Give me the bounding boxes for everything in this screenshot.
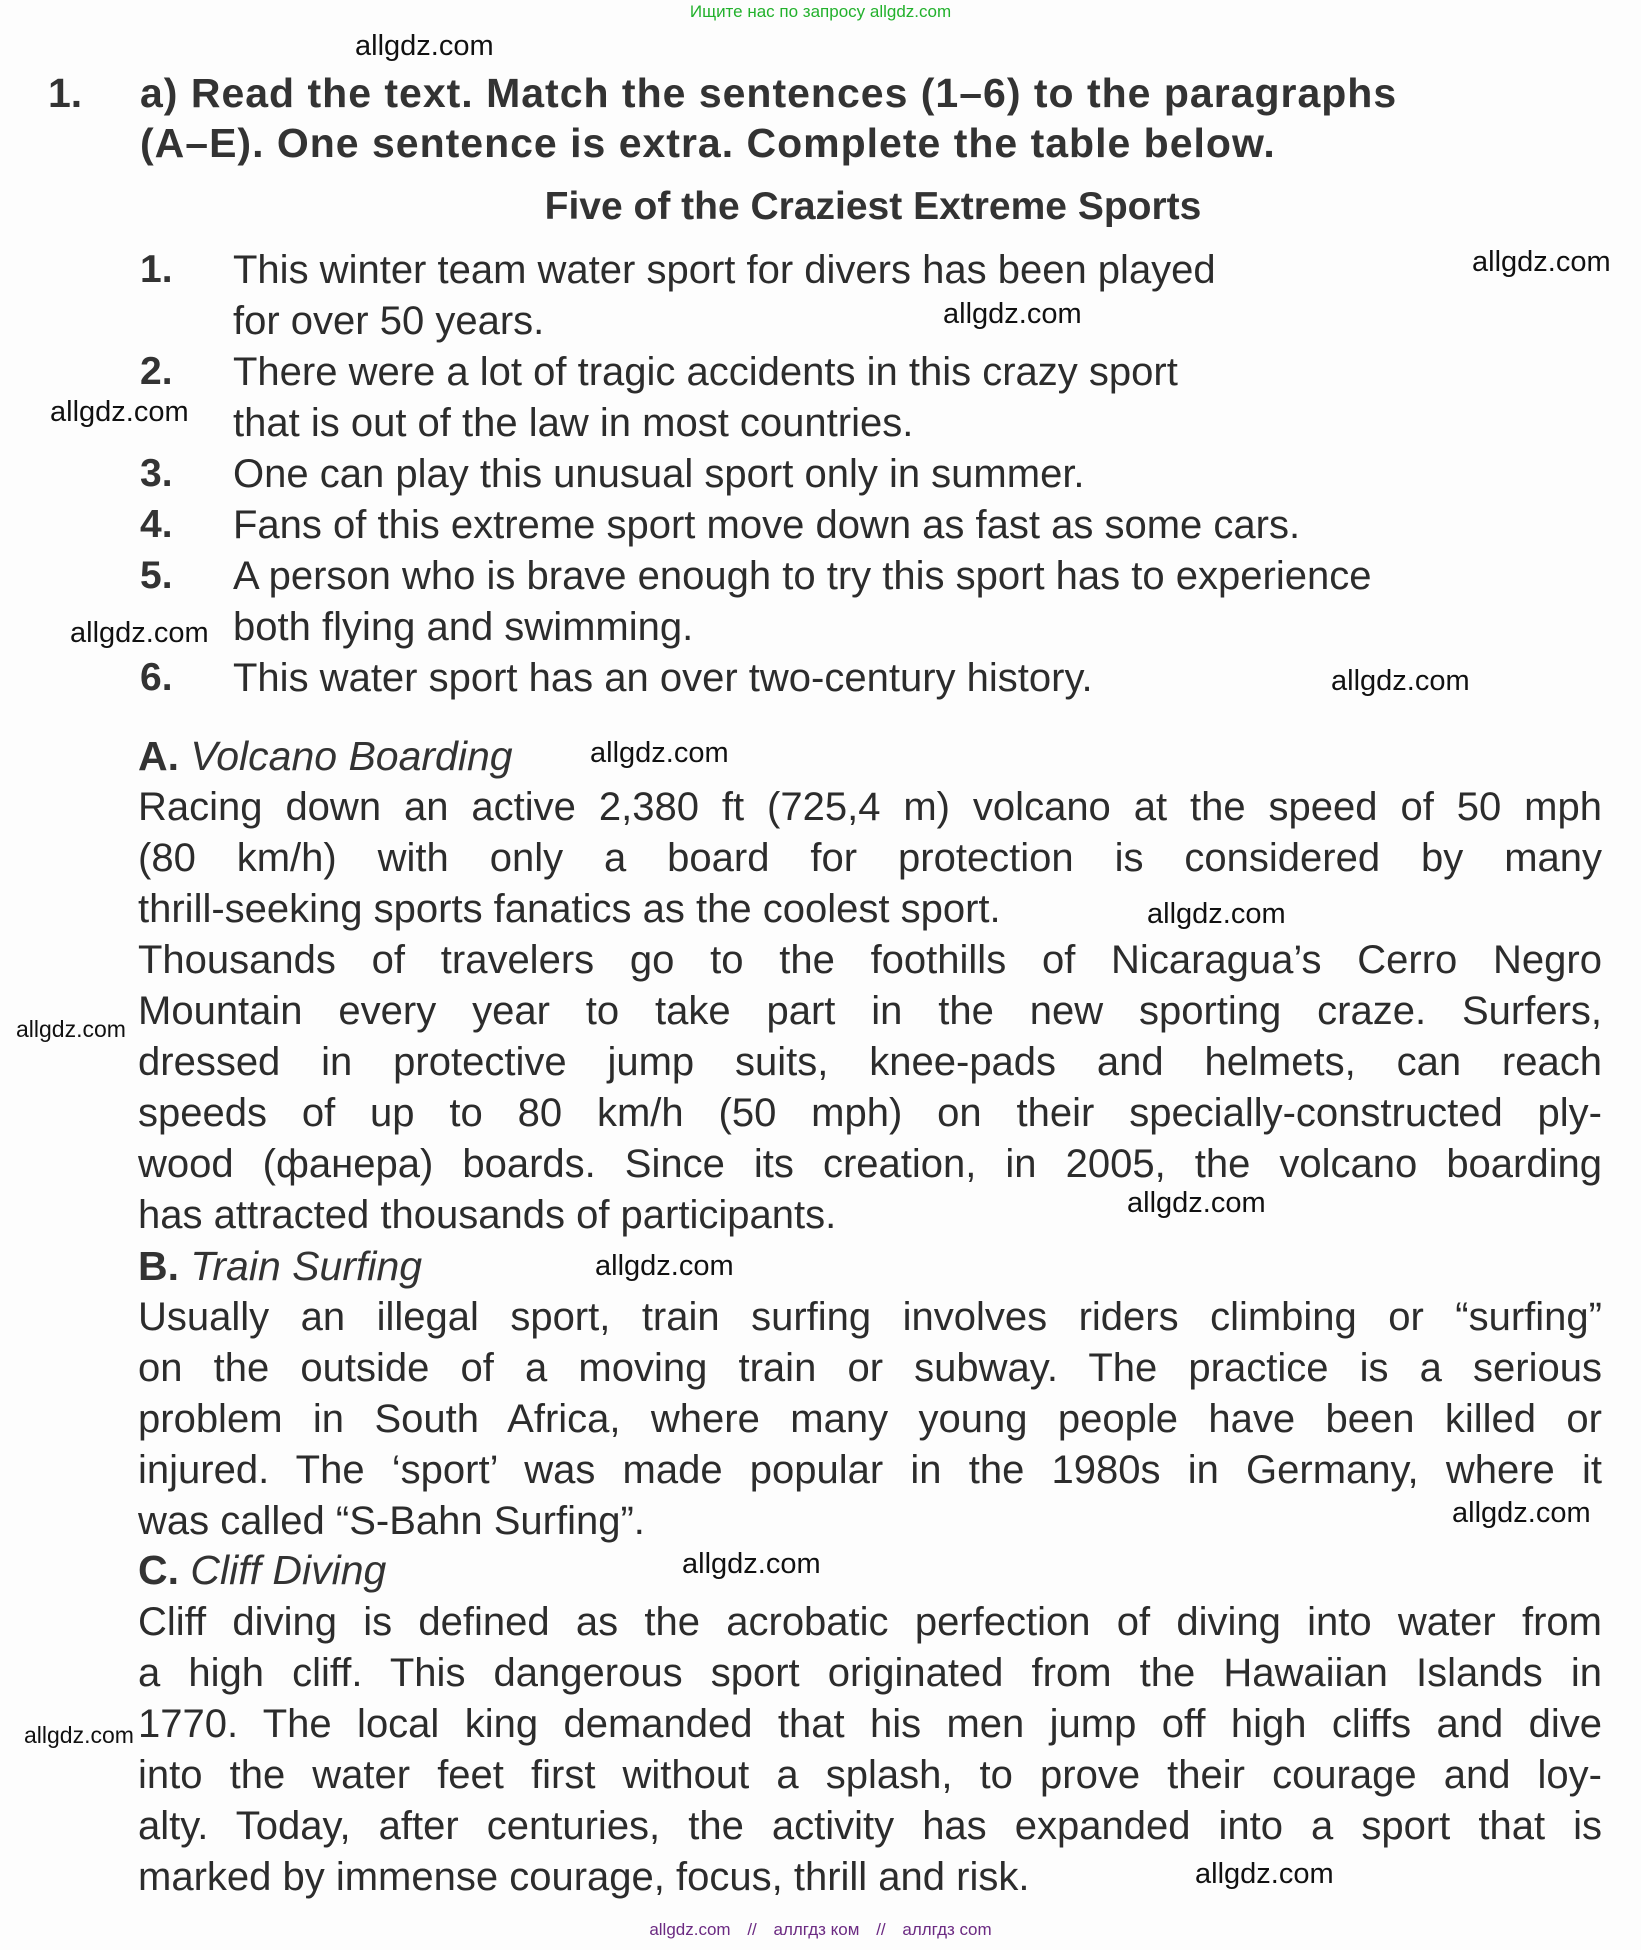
watermark: allgdz.com [1472,246,1611,278]
watermark: allgdz.com [1331,665,1470,697]
watermark: allgdz.com [595,1250,734,1282]
task-instruction-line2: (A–E). One sentence is extra. Complete the table below. [140,120,1276,166]
footer-link[interactable]: аллгдз com [902,1920,992,1939]
watermark: allgdz.com [24,1722,134,1748]
sentence-number: 2. [140,350,173,393]
section-c-heading [138,1547,386,1594]
watermark: allgdz.com [1195,1858,1334,1890]
sentence-text: This winter team water sport for divers has been played [233,248,1216,292]
paragraph-line: (80 km/h) with only a board for protection is considered by many [138,836,1602,880]
footer-separator: // [747,1920,757,1939]
paragraph-line: Cliff diving is defined as the acrobatic perfection of diving into water from [138,1600,1602,1644]
paragraph-line: wood (фанера) boards. Since its creation, in 2005, the volcano boarding [138,1142,1602,1186]
watermark: allgdz.com [943,298,1082,330]
paragraph-line: Usually an illegal sport, train surfing involves riders climbing or “surfing” [138,1295,1602,1339]
text-title: Five of the Craziest Extreme Sports [544,185,1202,228]
paragraph-line: Racing down an active 2,380 ft (725,4 m) volcano at the speed of 50 mph [138,785,1602,829]
watermark: allgdz.com [682,1548,821,1580]
watermark: allgdz.com [16,1016,126,1042]
sentence-text: There were a lot of tragic accidents in this crazy sport [233,350,1178,394]
task-number: 1. [48,70,83,116]
paragraph-line: marked by immense courage, focus, thrill and risk. [138,1855,1030,1899]
sentence-number: 6. [140,656,173,699]
sentence-text: both flying and swimming. [233,605,694,649]
section-letter: B. [138,1243,179,1289]
watermark: allgdz.com [1147,898,1286,930]
section-c-paragraph [138,1597,1602,1903]
paragraph-line: thrill-seeking sports fanatics as the coolest sport. [138,887,1001,931]
watermark: allgdz.com [50,396,189,428]
section-letter: A. [138,733,179,779]
paragraph-line: dressed in protective jump suits, knee-pads and helmets, can reach [138,1040,1602,1084]
paragraph-line: a high cliff. This dangerous sport originated from the Hawaiian Islands in [138,1651,1602,1695]
paragraph-line: Thousands of travelers go to the foothills of Nicaragua’s Cerro Negro [138,938,1602,982]
paragraph-line: into the water feet first without a splash, to prove their courage and loy- [138,1753,1602,1797]
paragraph-line: alty. Today, after centuries, the activity has expanded into a sport that is [138,1804,1602,1848]
paragraph-line: on the outside of a moving train or subway. The practice is a serious [138,1346,1602,1390]
sentence-text: that is out of the law in most countries. [233,401,914,445]
section-name: Cliff Diving [190,1547,387,1593]
footer-link[interactable]: аллгдз ком [773,1920,860,1939]
paragraph-line: speeds of up to 80 km/h (50 mph) on their specially-constructed ply- [138,1091,1602,1135]
paragraph-line: was called “S-Bahn Surfing”. [138,1499,645,1543]
footer-separator: // [876,1920,886,1939]
section-name: Volcano Boarding [190,733,513,779]
sentence-text: One can play this unusual sport only in summer. [233,452,1085,496]
watermark: allgdz.com [70,617,209,649]
section-a-heading [138,733,513,780]
sentence-number: 5. [140,554,173,597]
watermark: allgdz.com [1127,1187,1266,1219]
paragraph-line: Mountain every year to take part in the new sporting craze. Surfers, [138,989,1602,1033]
watermark: allgdz.com [590,737,729,769]
sentence-text: This water sport has an over two-century history. [233,656,1093,700]
section-letter: C. [138,1547,179,1593]
task-instruction-line1: a) Read the text. Match the sentences (1–6) to the paragraphs [140,70,1398,116]
section-b-heading [138,1243,422,1290]
sentence-number: 3. [140,452,173,495]
section-b-paragraph [138,1292,1602,1547]
sentence-number: 1. [140,248,173,291]
sentence-number: 4. [140,503,173,546]
sentence-text: for over 50 years. [233,299,545,343]
section-name: Train Surfing [190,1243,423,1289]
footer-links [0,1920,1641,1940]
watermark: allgdz.com [355,30,494,62]
paragraph-line: 1770. The local king demanded that his men jump off high cliffs and dive [138,1702,1602,1746]
search-banner: Ищите нас по запросу allgdz.com [689,2,952,21]
footer-link[interactable]: allgdz.com [649,1920,731,1939]
section-a-paragraph [138,782,1602,1241]
paragraph-line: problem in South Africa, where many young people have been killed or [138,1397,1602,1441]
paragraph-line: has attracted thousands of participants. [138,1193,837,1237]
paragraph-line: injured. The ‘sport’ was made popular in the 1980s in Germany, where it [138,1448,1602,1492]
sentence-text: A person who is brave enough to try this sport has to experience [233,554,1372,598]
sentence-text: Fans of this extreme sport move down as fast as some cars. [233,503,1301,547]
watermark: allgdz.com [1452,1497,1591,1529]
